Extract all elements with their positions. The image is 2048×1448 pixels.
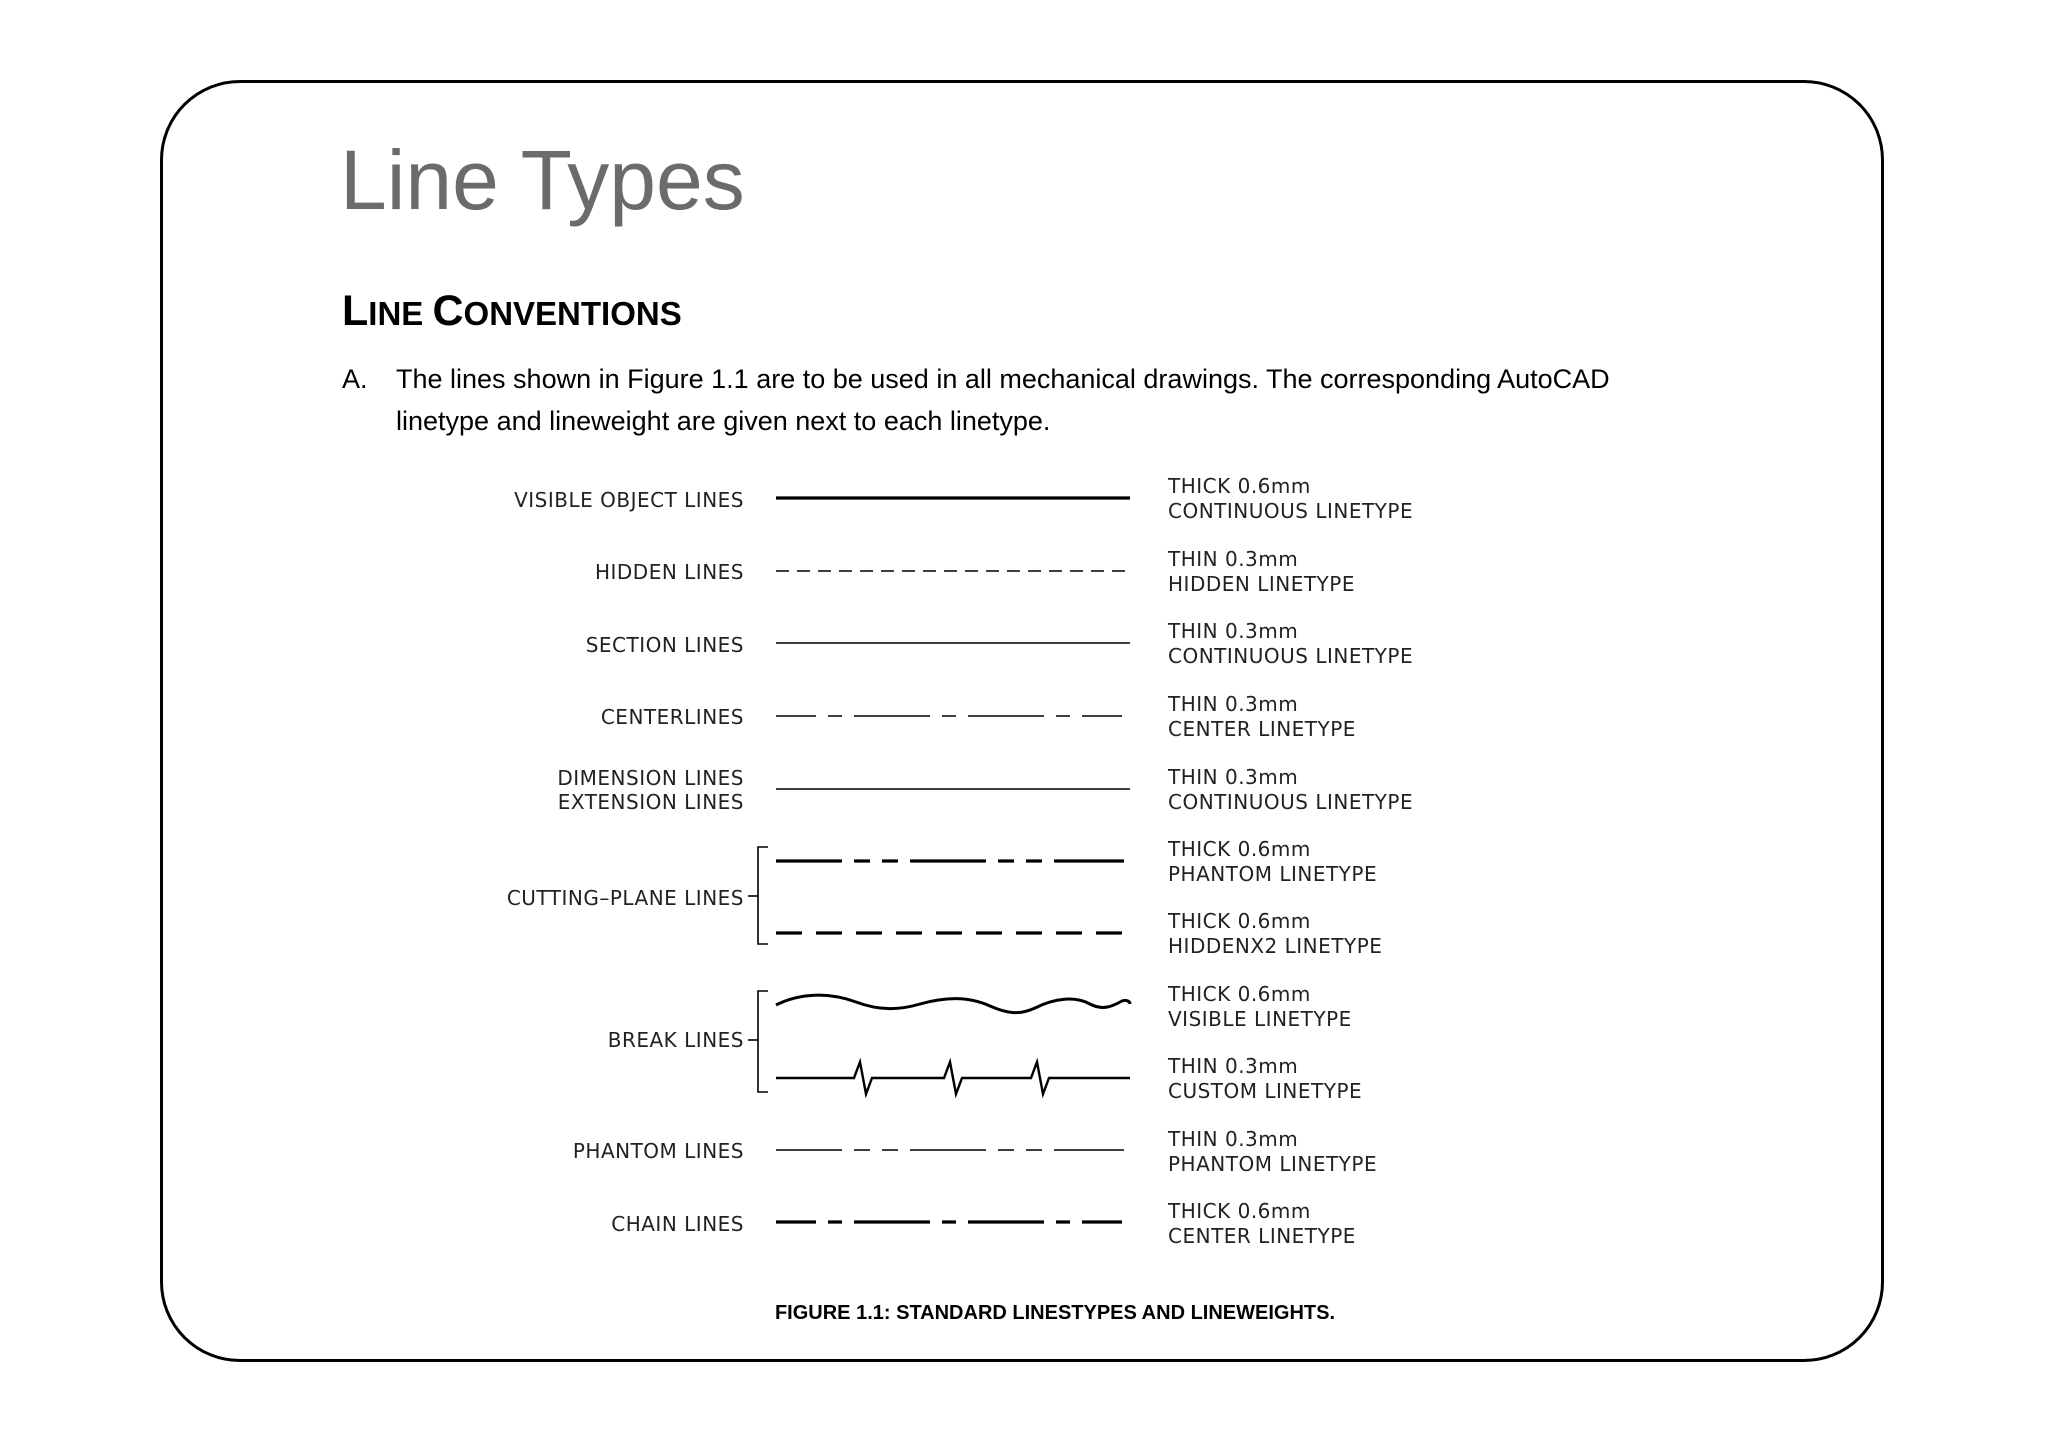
label-break-lines: BREAK LINES bbox=[607, 1028, 744, 1052]
figure-caption: FIGURE 1.1: STANDARD LINESTYPES AND LINEWEIGHTS. bbox=[774, 1302, 1336, 1324]
label-extension-lines: EXTENSION LINES bbox=[557, 790, 744, 814]
label-chain-lines: CHAIN LINES bbox=[611, 1212, 744, 1236]
weight-visible: THICK 0.6mm bbox=[1168, 474, 1311, 498]
paragraph-text: The lines shown in Figure 1.1 are to be used in all mechanical drawings. The corresponding AutoCAD linetype and lineweight are given next to each linetype. bbox=[396, 364, 1610, 436]
weight-hidden: THIN 0.3mm bbox=[1168, 547, 1299, 571]
label-hidden-lines: HIDDEN LINES bbox=[594, 560, 744, 584]
linetype-section: CONTINUOUS LINETYPE bbox=[1168, 644, 1414, 668]
weight-cutting-phantom: THICK 0.6mm bbox=[1168, 837, 1311, 861]
weight-break-visible: THICK 0.6mm bbox=[1168, 982, 1311, 1006]
line-name-labels bbox=[507, 488, 744, 1236]
list-marker: A. bbox=[342, 364, 368, 394]
weight-break-custom: THIN 0.3mm bbox=[1168, 1054, 1299, 1078]
cutting-plane-bracket bbox=[758, 847, 768, 944]
label-visible-object-lines: VISIBLE OBJECT LINES bbox=[514, 488, 744, 512]
weight-section: THIN 0.3mm bbox=[1168, 619, 1299, 643]
linetype-labels bbox=[1167, 474, 1413, 1248]
weight-chain: THICK 0.6mm bbox=[1168, 1199, 1311, 1223]
label-section-lines: SECTION LINES bbox=[585, 633, 744, 657]
linetype-chain: CENTER LINETYPE bbox=[1168, 1224, 1356, 1248]
label-centerlines: CENTERLINES bbox=[600, 705, 744, 729]
linetype-cutting-hidden: HIDDENX2 LINETYPE bbox=[1168, 934, 1383, 958]
sample-break-wavy bbox=[776, 995, 1130, 1012]
heading-rest-2: ONVENTIONS bbox=[463, 295, 682, 332]
linetype-dimension: CONTINUOUS LINETYPE bbox=[1168, 790, 1414, 814]
label-phantom-lines: PHANTOM LINES bbox=[572, 1139, 744, 1163]
weight-center: THIN 0.3mm bbox=[1168, 692, 1299, 716]
linetype-phantom: PHANTOM LINETYPE bbox=[1168, 1152, 1378, 1176]
linetype-break-custom: CUSTOM LINETYPE bbox=[1168, 1079, 1363, 1103]
line-samples bbox=[748, 498, 1130, 1222]
linetype-visible: CONTINUOUS LINETYPE bbox=[1168, 499, 1414, 523]
linetype-hidden: HIDDEN LINETYPE bbox=[1168, 572, 1355, 596]
weight-cutting-hidden: THICK 0.6mm bbox=[1168, 909, 1311, 933]
heading-initial-2: C bbox=[432, 287, 464, 335]
linetype-cutting-phantom: PHANTOM LINETYPE bbox=[1168, 862, 1378, 886]
slide-title: Line Types bbox=[340, 133, 745, 227]
weight-phantom: THIN 0.3mm bbox=[1168, 1127, 1299, 1151]
break-lines-bracket bbox=[758, 991, 768, 1092]
sample-break-zigzag bbox=[776, 1062, 1130, 1094]
heading-initial-1: L bbox=[342, 287, 369, 335]
weight-dimension: THIN 0.3mm bbox=[1168, 765, 1299, 789]
linetype-break-visible: VISIBLE LINETYPE bbox=[1168, 1007, 1352, 1031]
label-dimension-lines: DIMENSION LINES bbox=[557, 766, 744, 790]
label-cutting-plane-lines: CUTTING–PLANE LINES bbox=[506, 886, 744, 910]
heading-rest-1: INE bbox=[368, 295, 433, 332]
linetype-center: CENTER LINETYPE bbox=[1168, 717, 1356, 741]
